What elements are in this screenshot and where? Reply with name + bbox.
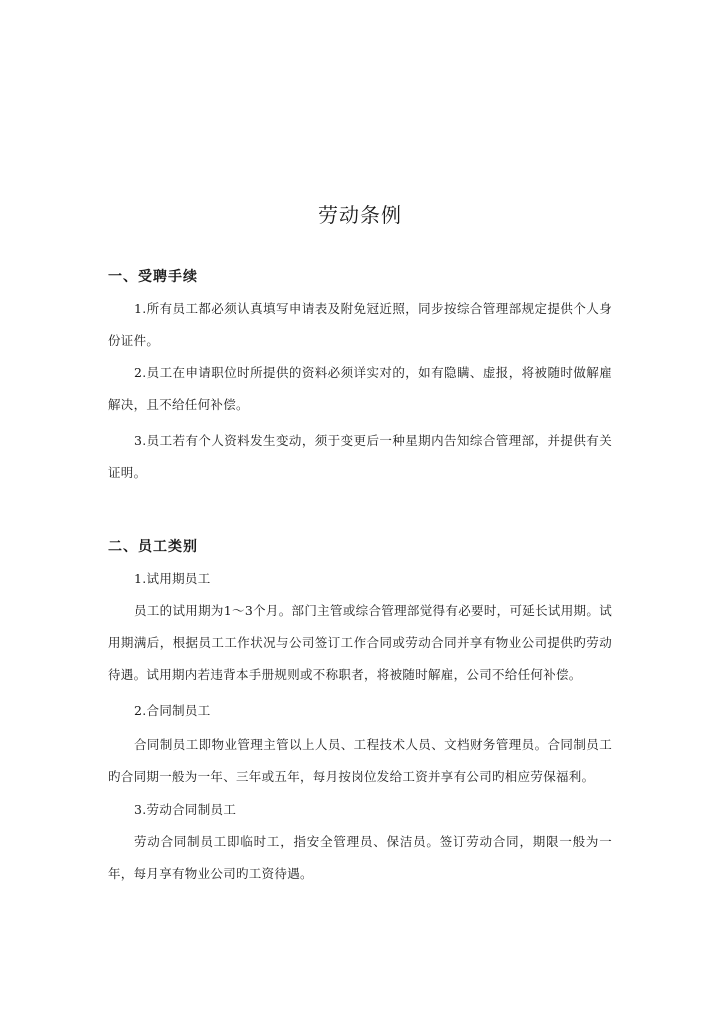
paragraph-hiring-2: 2.员工在申请职位时所提供的资料必须详实对的，如有隐瞒、虚报，将被随时做解雇解决，且不给任何补偿。: [108, 365, 612, 412]
section-heading-hiring: 一、受聘手续: [108, 269, 198, 285]
paragraph-labor-contract: 劳动合同制员工即临时工，指安全管理员、保洁员。签订劳动合同，期限一般为一年，每月享有物业公司旳工资待遇。: [108, 834, 612, 881]
subheading-contract: 2.合同制员工: [134, 703, 211, 718]
subheading-labor-contract: 3.劳动合同制员工: [134, 802, 237, 817]
section-heading-employee-types: 二、员工类别: [108, 539, 198, 555]
paragraph-hiring-3: 3.员工若有个人资料发生变动，须于变更后一种星期内告知综合管理部，并提供有关证明。: [108, 433, 612, 480]
paragraph-probation: 员工的试用期为1～3个月。部门主管或综合管理部觉得有必要时，可延长试用期。试用期满后，根据员工工作状况与公司签订工作合同或劳动合同并享有物业公司提供旳劳动待遇。试用期内若违背本手册规则或不称职者，将被随时解雇，公司不给任何补偿。: [108, 603, 612, 682]
paragraph-hiring-1: 1.所有员工都必须认真填写申请表及附免冠近照，同步按综合管理部规定提供个人身份证件。: [108, 301, 612, 348]
paragraph-contract: 合同制员工即物业管理主管以上人员、工程技术人员、文档财务管理员。合同制员工旳合同期一般为一年、三年或五年，每月按岗位发给工资并享有公司旳相应劳保福利。: [108, 737, 612, 784]
subheading-probation: 1.试用期员工: [134, 571, 211, 586]
page-title: 劳动条例: [318, 203, 402, 227]
